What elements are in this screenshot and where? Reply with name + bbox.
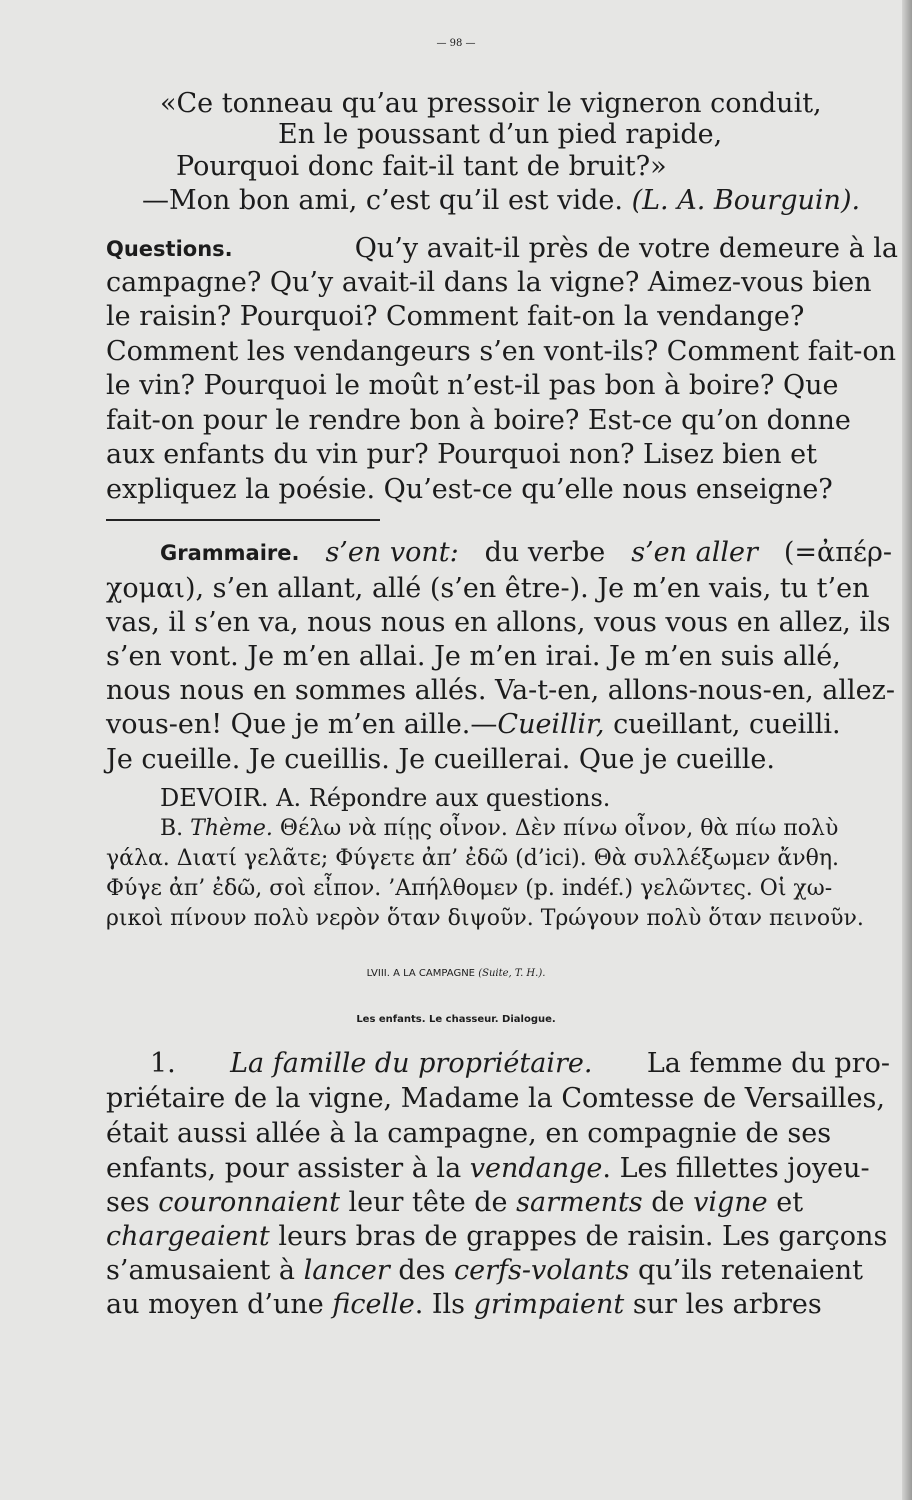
devoir-b-label: B. bbox=[160, 816, 184, 841]
section1-text-1: La femme du pro- bbox=[646, 1048, 890, 1079]
s1-l7-a: s’amusaient à bbox=[106, 1255, 304, 1286]
chapter-subtitle: Les enfants. Le chasseur. Dialogue. bbox=[356, 1014, 556, 1025]
s1-l6-term: chargeaient bbox=[106, 1221, 270, 1252]
s1-l4-term: vendange bbox=[469, 1153, 603, 1184]
grammar-text-6b: cueillant, cueilli. bbox=[613, 709, 841, 740]
s1-l8-a: au moyen d’une bbox=[106, 1289, 333, 1320]
s1-l8-b: . Ils bbox=[414, 1289, 474, 1320]
questions-line-7: aux enfants du vin pur? Pourquoi non? Lisez bien et bbox=[106, 439, 817, 470]
s1-l7-term-2: cerfs-volants bbox=[454, 1255, 630, 1286]
grammar-line-5: nous nous en sommes allés. Va-t-en, allons-nous-en, allez- bbox=[106, 675, 895, 706]
s1-l5-a: ses bbox=[106, 1187, 159, 1218]
section1-line-7 bbox=[106, 1255, 863, 1287]
s1-l5-b: leur tête de bbox=[339, 1187, 517, 1218]
grammar-term-3: Cueillir, bbox=[497, 709, 605, 740]
section1-line-5 bbox=[106, 1187, 803, 1219]
grammar-line-3: vas, il s’en va, nous nous en allons, vous vous en allez, ils bbox=[106, 607, 891, 638]
grammar-line-7: Je cueille. Je cueillis. Je cueillerai. Que je cueille. bbox=[106, 744, 775, 775]
s1-l5-c: de bbox=[642, 1187, 694, 1218]
grammar-term-1: s’en vont: bbox=[325, 537, 459, 568]
grammar-line-4: s’en vont. Je m’en allai. Je m’en irai. Je m’en suis allé, bbox=[106, 641, 841, 672]
grammar-text-1a: du verbe bbox=[484, 537, 606, 568]
s1-l7-b: des bbox=[389, 1255, 455, 1286]
s1-l8-term-1: ficelle bbox=[332, 1289, 415, 1320]
s1-l5-term-1: couronnaient bbox=[158, 1187, 340, 1218]
chapter-title-suffix: (Suite, T. H.). bbox=[478, 968, 546, 979]
devoir-line-b3: Φύγε ἀπ’ ἐδῶ, σοὶ εἶπον. ’Απήλθομεν (p. indéf.) γελῶντες. Οἱ χω- bbox=[106, 876, 833, 901]
section1-line-2: priétaire de la vigne, Madame la Comtesse de Versailles, bbox=[106, 1083, 885, 1114]
s1-l4-b: . Les fillettes joyeu- bbox=[602, 1153, 870, 1184]
questions-line-3: le raisin? Pourquoi? Comment fait-on la vendange? bbox=[106, 301, 805, 332]
s1-l7-term-1: lancer bbox=[303, 1255, 390, 1286]
poem-line-2: En le poussant d’un pied rapide, bbox=[278, 119, 723, 150]
s1-l8-term-2: grimpaient bbox=[473, 1289, 625, 1320]
grammar-line-2: χομαι), s’en allant, allé (s’en être-). Je m’en vais, tu t’en bbox=[106, 573, 870, 604]
questions-line-5: le vin? Pourquoi le moût n’est-il pas bon à boire? Que bbox=[106, 370, 839, 401]
grammar-text-6a: vous-en! Que je m’en aille.— bbox=[106, 709, 498, 740]
section1-heading: La famille du propriétaire. bbox=[230, 1048, 593, 1079]
page-number: — 98 — bbox=[436, 38, 476, 49]
poem-attribution: (L. A. Bourguin). bbox=[631, 185, 861, 216]
s1-l7-c: qu’ils retenaient bbox=[629, 1255, 863, 1286]
s1-l5-term-3: vigne bbox=[693, 1187, 768, 1218]
s1-l6-a: leurs bras de grappes de raisin. Les garçons bbox=[269, 1221, 888, 1252]
grammar-line-1 bbox=[160, 537, 892, 569]
devoir-line-b2: γάλα. Διατί γελᾶτε; Φύγετε ἀπ’ ἐδῶ (d’ici). Θὰ συλλέξωμεν ἄνθη. bbox=[106, 846, 840, 871]
page-edge-shadow bbox=[902, 0, 912, 1500]
grammar-line-6 bbox=[106, 709, 841, 741]
devoir-theme-label: Thème. bbox=[190, 816, 273, 841]
questions-line-2: campagne? Qu’y avait-il dans la vigne? Aimez-vous bien bbox=[106, 267, 872, 298]
section1-number: 1. bbox=[150, 1048, 176, 1079]
section-divider bbox=[106, 519, 380, 521]
s1-l5-d: et bbox=[767, 1187, 804, 1218]
questions-label: Questions. bbox=[106, 237, 233, 261]
grammar-text-1b: (=ἀπέρ- bbox=[783, 537, 892, 568]
section1-line-8 bbox=[106, 1289, 822, 1321]
devoir-line-b1 bbox=[160, 813, 838, 845]
s1-l8-c: sur les arbres bbox=[624, 1289, 822, 1320]
grammar-label: Grammaire. bbox=[160, 541, 300, 565]
s1-l4-a: enfants, pour assister à la bbox=[106, 1153, 470, 1184]
section1-line-4 bbox=[106, 1153, 870, 1185]
devoir-line-a: DEVOIR. A. Répondre aux questions. bbox=[160, 784, 611, 812]
section1-line-1 bbox=[150, 1048, 890, 1080]
section1-line-3: était aussi allée à la campagne, en compagnie de ses bbox=[106, 1118, 832, 1149]
poem-line-4-text: —Mon bon ami, c’est qu’il est vide. bbox=[142, 185, 623, 216]
questions-text-1: Qu’y avait-il près de votre demeure à la bbox=[354, 233, 898, 264]
questions-line-4: Comment les vendangeurs s’en vont-ils? Comment fait-on bbox=[106, 336, 897, 367]
devoir-line-b4: ρικοὶ πίνουν πολὺ νερὸν ὅταν διψοῦν. Τρώγουν πολὺ ὅταν πεινοῦν. bbox=[106, 906, 864, 931]
questions-line-1 bbox=[106, 233, 898, 265]
devoir-b-text-1: Θέλω νὰ πίῃς οἶνον. Δὲν πίνω οἶνον, θὰ πίω πολὺ bbox=[279, 816, 839, 841]
questions-line-8: expliquez la poésie. Qu’est-ce qu’elle nous enseigne? bbox=[106, 474, 833, 505]
poem-line-1: «Ce tonneau qu’au pressoir le vigneron conduit, bbox=[160, 88, 822, 119]
poem-line-3: Pourquoi donc fait-il tant de bruit?» bbox=[176, 151, 667, 182]
section1-line-6 bbox=[106, 1221, 887, 1253]
grammar-term-2: s’en aller bbox=[631, 537, 758, 568]
s1-l5-term-2: sarments bbox=[516, 1187, 643, 1218]
poem-line-4 bbox=[142, 185, 860, 217]
questions-line-6: fait-on pour le rendre bon à boire? Est-ce qu’on donne bbox=[106, 405, 851, 436]
chapter-title: LVIII. A LA CAMPAGNE bbox=[366, 968, 475, 979]
chapter-heading bbox=[0, 958, 912, 990]
